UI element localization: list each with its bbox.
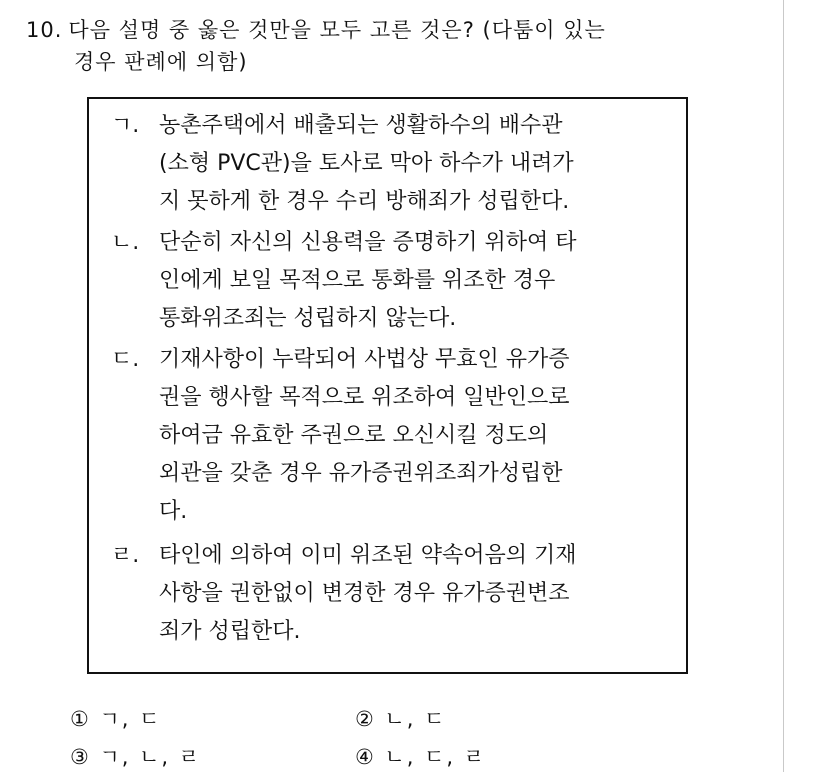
statement-d-line-2: 사항을 권한없이 변경한 경우 유가증권변조 bbox=[159, 581, 570, 606]
statement-c-line-4: 외관을 갖춘 경우 유가증권위조죄가성립한 bbox=[159, 461, 563, 486]
statement-c-line-2: 권을 행사할 목적으로 위조하여 일반인으로 bbox=[159, 385, 570, 410]
page-column-divider bbox=[783, 0, 784, 772]
question-line-2: 경우 판례에 의함) bbox=[74, 50, 248, 74]
statement-a-marker: ㄱ. bbox=[111, 113, 140, 138]
question-number: 10. bbox=[26, 18, 63, 42]
statement-b-line-3: 통화위조죄는 성립하지 않는다. bbox=[159, 306, 457, 331]
statement-c-line-1: 기재사항이 누락되어 사법상 무효인 유가증 bbox=[159, 347, 570, 372]
statement-b-line-1: 단순히 자신의 신용력을 증명하기 위하여 타 bbox=[159, 230, 577, 255]
choice-2[interactable]: ② ㄴ, ㄷ bbox=[355, 707, 447, 731]
statement-c-marker: ㄷ. bbox=[111, 347, 140, 372]
statement-a-line-1: 농촌주택에서 배출되는 생활하수의 배수관 bbox=[159, 113, 563, 138]
statements-box bbox=[87, 97, 688, 674]
statement-d bbox=[111, 537, 577, 651]
statement-a-line-3: 지 못하게 한 경우 수리 방해죄가 성립한다. bbox=[159, 189, 570, 214]
question-stem bbox=[26, 14, 766, 78]
statement-d-line-1: 타인에 의하여 이미 위조된 약속어음의 기재 bbox=[159, 543, 577, 568]
choice-1[interactable]: ① ㄱ, ㄷ bbox=[70, 707, 162, 731]
statement-c-line-3: 하여금 유효한 주권으로 오신시킬 정도의 bbox=[159, 423, 549, 448]
choice-3[interactable]: ③ ㄱ, ㄴ, ㄹ bbox=[70, 745, 202, 769]
choice-4[interactable]: ④ ㄴ, ㄷ, ㄹ bbox=[355, 745, 487, 769]
statement-c-line-5: 다. bbox=[159, 499, 188, 524]
statement-d-marker: ㄹ. bbox=[111, 543, 140, 568]
statement-b-line-2: 인에게 보일 목적으로 통화를 위조한 경우 bbox=[159, 268, 556, 293]
statement-d-line-3: 죄가 성립한다. bbox=[159, 619, 301, 644]
statement-c bbox=[111, 341, 570, 531]
question-text-1: 다음 설명 중 옳은 것만을 모두 고른 것은? (다툼이 있는 bbox=[68, 18, 606, 42]
statement-b-marker: ㄴ. bbox=[111, 230, 140, 255]
statement-b bbox=[111, 224, 577, 338]
statement-a bbox=[111, 107, 574, 221]
statement-a-line-2: (소형 PVC관)을 토사로 막아 하수가 내려가 bbox=[159, 151, 574, 176]
question-line-1 bbox=[26, 14, 766, 46]
